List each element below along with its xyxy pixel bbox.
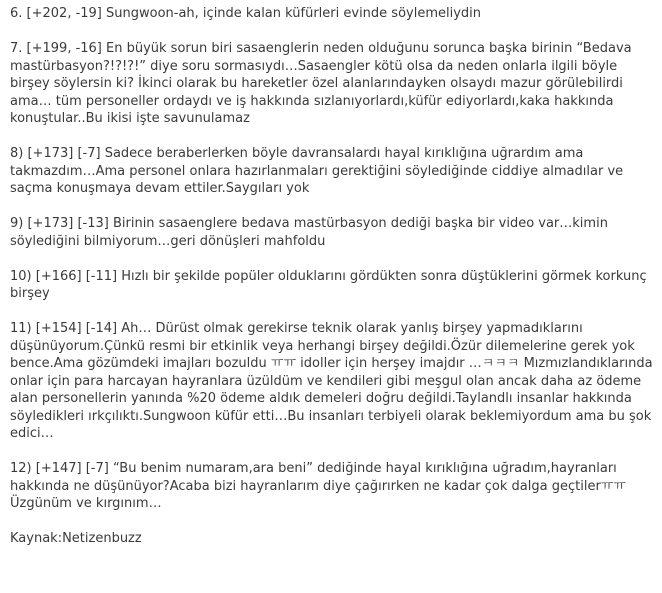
comment-7: 7. [+199, -16] En büyük sorun biri sasaenglerin neden olduğunu sorunca başka birinin “Bedava mastürbasyon?!?!?!” diye soru sormasıydı…Sasaengler kötü olsa da neden onlarla ilgili böyle birşey söylersin ki? İkinci olarak bu hareketler özel alanlarındayken olsaydı mazur görülebilirdi ama… tüm personeller ordaydı ve iş hakkında sızlanıyorlardı,küfür ediyorlardı,kaka hakkında konuştular..Bu ikisi işte savunulamaz bbox=[10, 41, 632, 126]
comment-6: 6. [+202, -19] Sungwoon-ah, içinde kalan küfürleri evinde söylemeliydin bbox=[10, 6, 482, 21]
comment-11: 11) [+154] [-14] Ah… Dürüst olmak gerekirse teknik olarak yanlış birşey yapmadıklarını düşünüyorum.Çünkü resmi bir etkinlik veya herhangi birşey değildi.Özür dilemelerine gerek yok bence.Ama gözümdeki imajları bozuldu ㅠㅠ idoller için herşey imajdır …ㅋㅋㅋ Mızmızlandıklarında onlar için para harcayan hayranlara üzüldüm ve kendileri gibi meşgul olan ancak daha az ödeme alan personellerin yanında %20 ödeme aldık demeleri doğru değildi.Taylandlı insanlar hakkında söyledikleri ırkçılıktı.Sungwoon küfür etti…Bu insanları terbiyeli olarak beklemiyordum ama bu şok edici… bbox=[10, 321, 653, 441]
comment-9: 9) [+173] [-13] Birinin sasaenglere bedava mastürbasyon dediği başka bir video var…kimin söylediğini bilmiyorum…geri dönüşleri mahfoldu bbox=[10, 216, 608, 249]
comment-8: 8) [+173] [-7] Sadece beraberlerken böyle davransalardı hayal kırıklığına uğrardım ama takmazdım…Ama personel onlara hazırlanmaları gerektiğini söylediğinde ciddiye almadılar ve saçma konuşmaya devam ettiler.Saygıları yok bbox=[10, 146, 624, 196]
source-credit: Kaynak:Netizenbuzz bbox=[10, 531, 142, 546]
comment-10: 10) [+166] [-11] Hızlı bir şekilde popüler olduklarını gördükten sonra düştüklerini görmek korkunç birşey bbox=[10, 268, 647, 301]
comment-12: 12) [+147] [-7] “Bu benim numaram,ara beni” dediğinde hayal kırıklığına uğradım,hayranları hakkında ne düşünüyor?Acaba bizi hayranlarım diye çağırırken ne kadar çok dalga geçtilerㅠㅠ Üzgünüm ve kırgınım… bbox=[10, 461, 626, 511]
